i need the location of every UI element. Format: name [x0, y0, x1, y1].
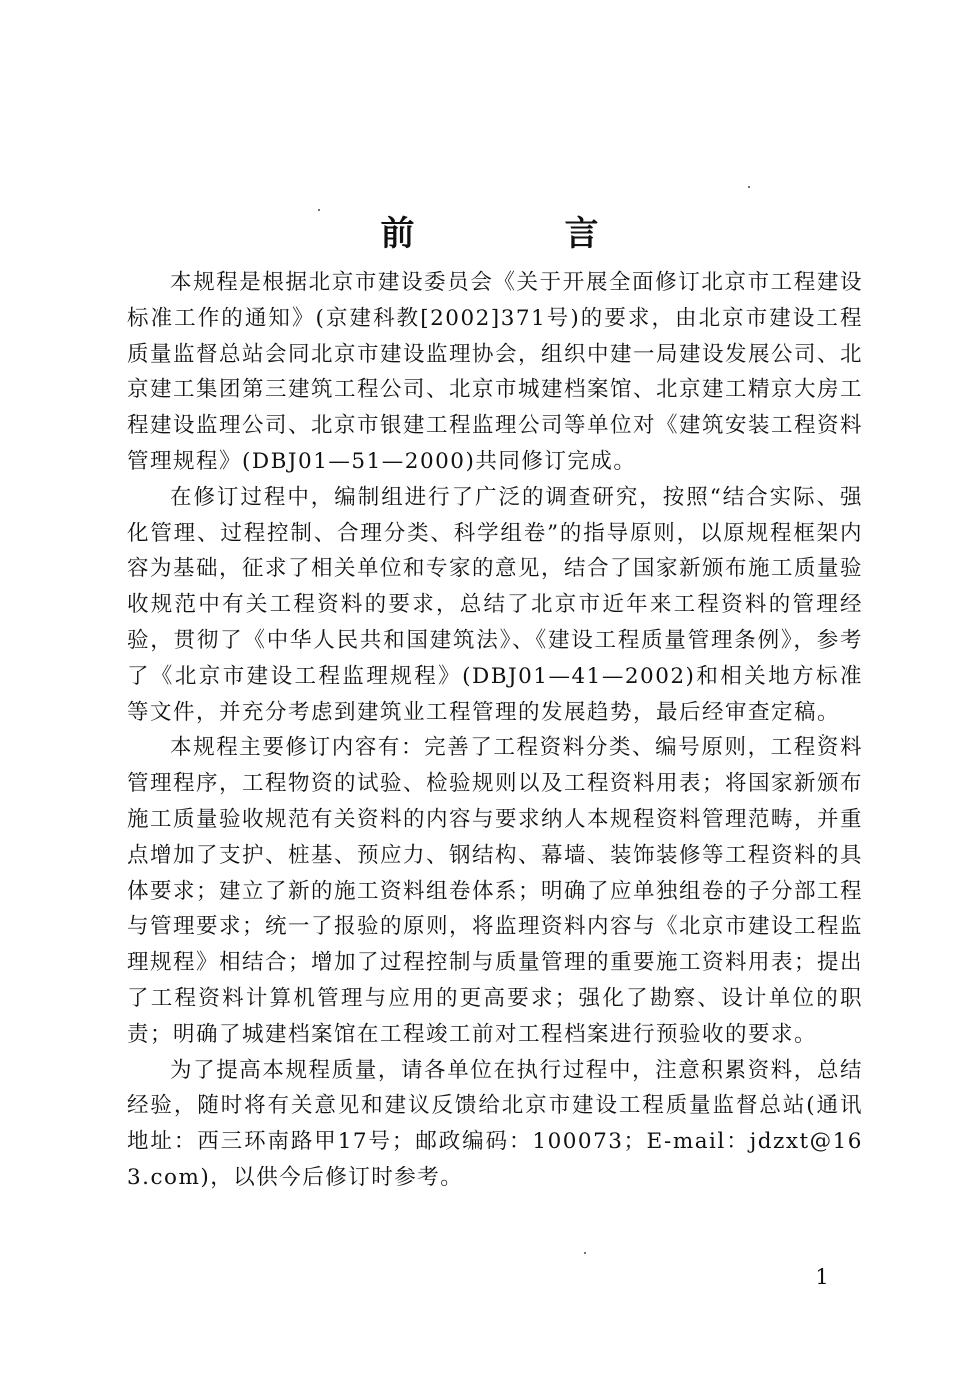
- paragraph: 本规程是根据北京市建设委员会《关于开展全面修订北京市工程建设标准工作的通知》(京建科教[2002]371号)的要求，由北京市建设工程质量监督总站会同北京市建设监理协会，组织中建一局建设发展公司、北京建工集团第三建筑工程公司、北京市城建档案馆、北京建工精京大房工程建设监理公司、北京市银建工程监理公司等单位对《建筑安装工程资料管理规程》(DBJ01—51—2000)共同修订完成。: [127, 270, 864, 474]
- paragraph: 为了提高本规程质量，请各单位在执行过程中，注意积累资料，总结经验，随时将有关意见和建议反馈给北京市建设工程质量监督总站(通讯地址：西三环南路甲17号；邮政编码：100073；E-mail：jdzxt@163.com)，以供今后修订时参考。: [127, 1057, 863, 1190]
- paragraph: 在修订过程中，编制组进行了广泛的调查研究，按照“结合实际、强化管理、过程控制、合理分类、科学组卷”的指导原则，以原规程框架内容为基础，征求了相关单位和专家的意见，结合了国家新颁布施工质量验收规范中有关工程资料的要求，总结了北京市近年来工程资料的管理经验，贯彻了《中华人民共和国建筑法》、《建设工程质量管理条例》，参考了《北京市建设工程监理规程》(DBJ01—41—2002)和相关地方标准等文件，并充分考虑到建筑业工程管理的发展趋势，最后经审查定稿。: [127, 484, 864, 725]
- preface-body: [127, 265, 863, 1196]
- paragraph: 本规程主要修订内容有：完善了工程资料分类、编号原则，工程资料管理程序，工程物资的试验、检验规则以及工程资料用表；将国家新颁布施工质量验收规范有关资料的内容与要求纳人本规程资料管理范畴，并重点增加了支护、桩基、预应力、钢结构、幕墙、装饰装修等工程资料的具体要求；建立了新的施工资料组卷体系；明确了应单独组卷的子分部工程与管理要求；统一了报验的原则，将监理资料内容与《北京市建设工程监理规程》相结合；增加了过程控制与质量管理的重要施工资料用表；提出了工程资料计算机管理与应用的更高要求；强化了勘察、设计单位的职责；明确了城建档案馆在工程竣工前对工程档案进行预验收的要求。: [127, 735, 864, 1047]
- page-number: 1: [815, 1265, 829, 1289]
- scan-speck: [748, 186, 750, 188]
- page-title: 前 言: [380, 213, 657, 254]
- scan-speck: [584, 1252, 586, 1254]
